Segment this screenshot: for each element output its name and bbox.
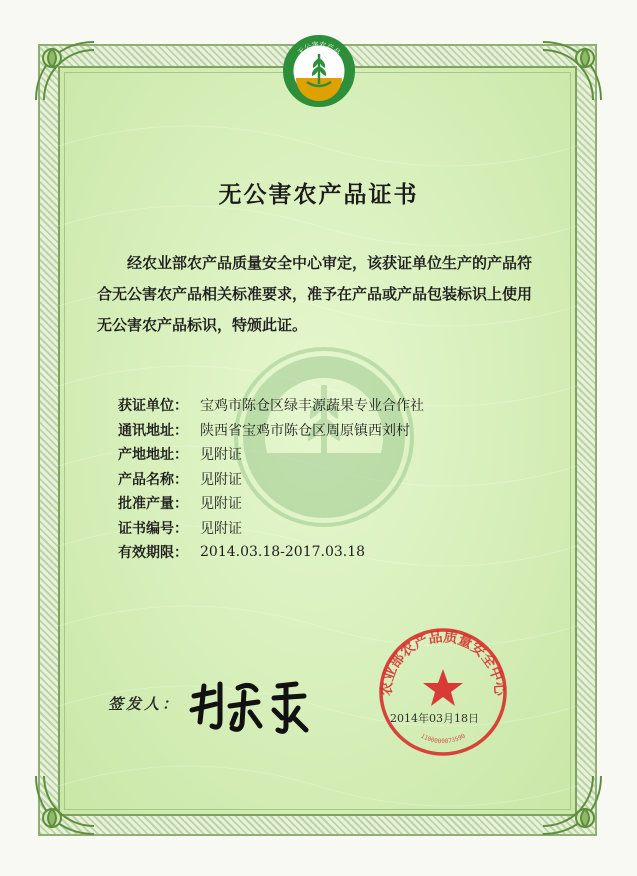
field-value: 见附证 — [200, 447, 242, 464]
corner-ornament-icon — [30, 36, 100, 106]
signer-label: 签发人： — [108, 695, 181, 713]
field-label: 产地地址： — [118, 447, 188, 464]
field-value: 宝鸡市陈仓区绿丰源蔬果专业合作社 — [200, 398, 424, 415]
field-label: 通讯地址： — [118, 422, 188, 439]
certificate-title: 无公害农产品证书 — [218, 182, 419, 208]
field-label: 有效期限： — [118, 545, 188, 562]
field-value: 2014.03.18-2017.03.18 — [200, 544, 366, 561]
field-row-number — [118, 516, 424, 541]
field-label: 证书编号： — [118, 520, 188, 537]
seal-date: 2014年03月18日 — [390, 712, 479, 725]
svg-text:1100000073590 — [419, 732, 466, 745]
field-row-holder — [118, 393, 424, 418]
field-value: 见附证 — [200, 496, 242, 513]
field-row-origin — [118, 442, 424, 467]
certificate-fields — [118, 393, 424, 565]
handwritten-signature — [186, 674, 336, 738]
field-value: 见附证 — [200, 520, 242, 537]
field-row-address — [118, 418, 424, 443]
logo-ring-text: 无公害农产品 — [296, 40, 342, 57]
corner-ornament-icon — [537, 36, 607, 106]
field-label: 批准产量： — [118, 496, 188, 513]
official-seal-stamp — [376, 625, 510, 759]
field-row-validity — [118, 540, 424, 565]
field-value: 见附证 — [200, 471, 242, 488]
field-row-output — [118, 491, 424, 516]
certificate-body — [97, 248, 537, 341]
body-paragraph: 经农业部农产品质量安全中心审定，该获证单位生产的产品符合无公害农产品相关标准要求，准予在产品或产品包装标识上使用无公害农产品标识，特颁此证。 — [97, 254, 533, 334]
corner-ornament-icon — [30, 770, 100, 840]
seal-ring-text: 农业部农产品质量安全中心 — [378, 629, 508, 697]
field-value: 陕西省宝鸡市陈仓区周原镇西刘村 — [200, 422, 410, 439]
field-label: 产品名称： — [118, 471, 188, 488]
wheat-ear-logo-icon — [282, 34, 356, 108]
corner-ornament-icon — [537, 770, 607, 840]
field-row-product — [118, 467, 424, 492]
field-label: 获证单位： — [118, 398, 188, 415]
seal-number: 1100000073590 — [419, 732, 467, 746]
